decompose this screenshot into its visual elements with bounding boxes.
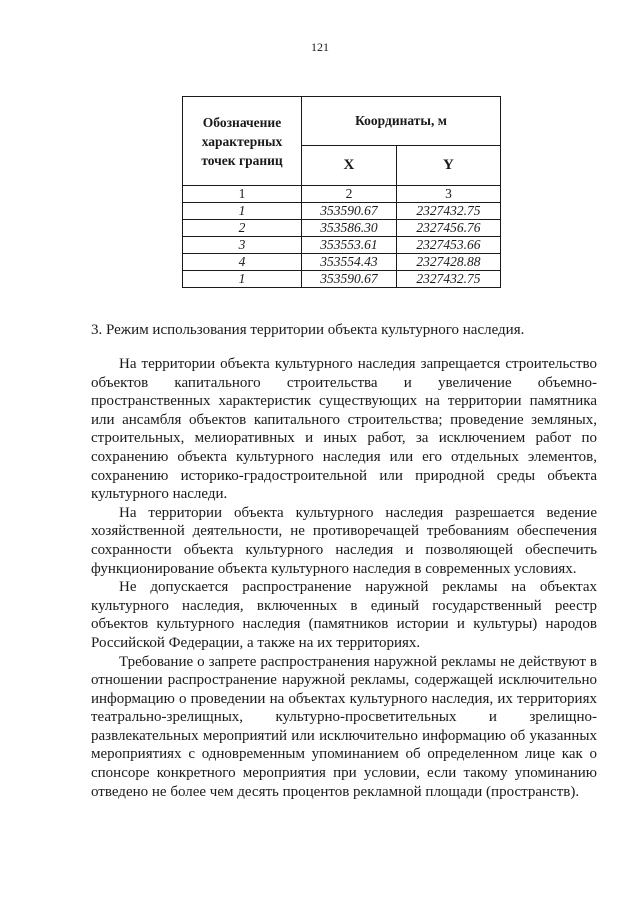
- table-cell-y: 2327456.76: [396, 220, 500, 237]
- table-cell-point: 4: [183, 254, 302, 271]
- table-cell-y: 2327453.66: [396, 237, 500, 254]
- paragraph-advertising-exceptions: Требование о запрете распространения наружной рекламы не действуют в отношении распространение наружной рекламы, содержащей исключительно информацию о проведении на объектах культурного наследия, их территориях театрально-зрелищных, культурно-просветительных и зрелищно-развлекательных мероприятий или исключительно информацию об указанных мероприятиях с одновременным упоминанием об определенном лице как о спонсоре конкретного мероприятия при условии, если такому упоминанию отведено не более чем десять процентов рекламной площади (пространств).: [91, 653, 597, 800]
- table-cell-point: 1: [183, 271, 302, 288]
- table-row: [183, 254, 501, 271]
- paragraph-advertising-ban: Не допускается распространение наружной рекламы на объектах культурного наследия, включенных в единый государственный реестр объектов культурного наследия (памятников истории и культуры) народов Российской Федерации, а также на их территориях.: [91, 579, 597, 651]
- table-cell-x: 353554.43: [302, 254, 397, 271]
- table-cell-point: 1: [183, 203, 302, 220]
- table-cell-x: 353590.67: [302, 271, 397, 288]
- table-header-x: X: [302, 145, 397, 185]
- table-cell-x: 353586.30: [302, 220, 397, 237]
- table-header-y: Y: [396, 145, 500, 185]
- table-index-row: [183, 186, 501, 203]
- page-number: 121: [311, 40, 329, 54]
- table-cell-y: 2327432.75: [396, 203, 500, 220]
- table-cell-x: 353553.61: [302, 237, 397, 254]
- table-row: [183, 237, 501, 254]
- body-text: [91, 355, 597, 801]
- table-cell-y: 2327428.88: [396, 254, 500, 271]
- table-cell-point: 3: [183, 237, 302, 254]
- table-header-coordinates: Координаты, м: [302, 97, 501, 146]
- table-header-point-label: Обозначение характерных точек границ: [183, 97, 302, 186]
- paragraph-permitted-activity: На территории объекта культурного наследия разрешается ведение хозяйственной деятельности, не противоречащей требованиям обеспечения сохранности объекта культурного наследия и позволяющей обеспечить функционирование объекта культурного наследия в современных условиях.: [91, 504, 597, 577]
- table-cell-point: 2: [183, 220, 302, 237]
- table-index-cell: 3: [396, 186, 500, 203]
- table-cell-x: 353590.67: [302, 203, 397, 220]
- table-row: [183, 271, 501, 288]
- table-cell-y: 2327432.75: [396, 271, 500, 288]
- paragraph-prohibitions: На территории объекта культурного наследия запрещается строительство объектов капитального строительства и увеличение объемно-пространственных характеристик существующих на территории памятника или ансамбля объектов капитального строительства; проведение земляных, строительных, мелиоративных и иных работ, за исключением работ по сохранению объекта культурного наследия или его отдельных элементов, сохранению историко-градостроительной или природной среды объекта культурного наследи.: [91, 356, 597, 503]
- table-index-cell: 1: [183, 186, 302, 203]
- table-row: [183, 220, 501, 237]
- coordinates-table: [182, 96, 501, 288]
- table-index-cell: 2: [302, 186, 397, 203]
- table-row: [183, 203, 501, 220]
- section-heading: 3. Режим использования территории объекта культурного наследия.: [91, 322, 525, 338]
